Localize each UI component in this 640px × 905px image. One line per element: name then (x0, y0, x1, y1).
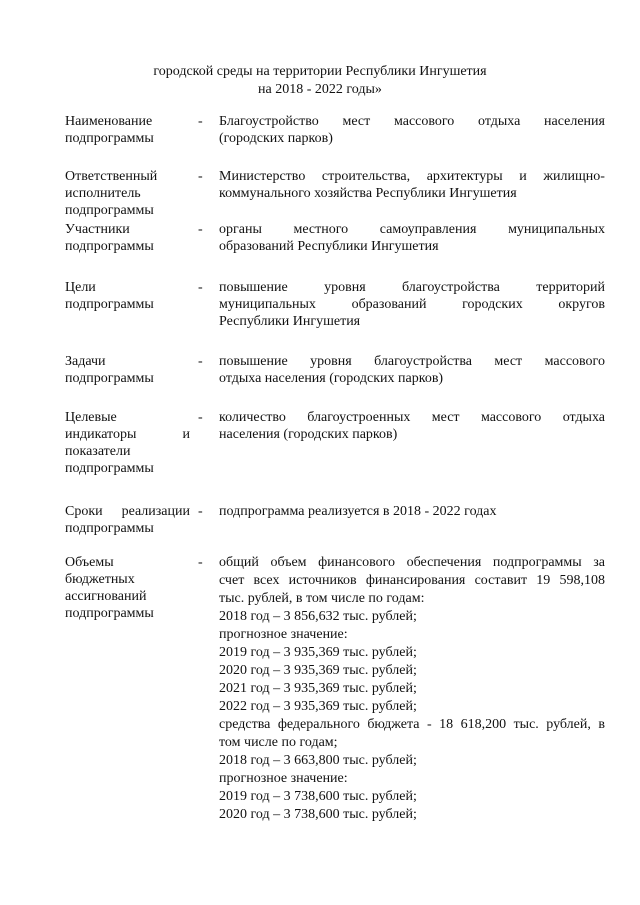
row-label-line: Участники (65, 222, 130, 237)
row-value (219, 113, 605, 147)
row-separator: - (198, 114, 203, 129)
row-value-line: подпрограмма реализуется в 2018 - 2022 годах (219, 504, 497, 519)
row-label-line: Наименование (65, 114, 153, 129)
row-value-line: 2019 год – 3 738,600 тыс. рублей; (219, 789, 417, 804)
row-value-line: коммунального хозяйства Республики Ингушетия (219, 186, 517, 201)
row-value-line: 2018 год – 3 856,632 тыс. рублей; (219, 609, 417, 624)
row-value-line: повышение уровня благоустройства территорий (219, 280, 605, 295)
row-label-line: подпрограммы (65, 521, 154, 536)
row-value (219, 279, 605, 330)
row-separator: - (198, 504, 203, 519)
row-separator: - (198, 169, 203, 184)
row-label-line: бюджетных (65, 572, 135, 587)
row-label-line: ассигнований (65, 589, 147, 604)
row-separator: - (198, 555, 203, 570)
row-value (219, 409, 605, 443)
row-value (219, 353, 605, 387)
row-label-line: Цели (65, 280, 96, 295)
row-label-line: подпрограммы (65, 239, 154, 254)
row-separator: - (198, 410, 203, 425)
row-value-line: прогнозное значение: (219, 771, 348, 786)
row-label (65, 503, 190, 537)
row-label (65, 554, 190, 622)
row-value-line: прогнозное значение: (219, 627, 348, 642)
row-label-line: подпрограммы (65, 131, 154, 146)
row-value (219, 221, 605, 255)
page-title (0, 63, 640, 99)
row-value-line: Министерство строительства, архитектуры и жилищно- (219, 169, 605, 184)
row-value-line: повышение уровня благоустройства мест массового (219, 354, 605, 369)
row-label-line: подпрограммы (65, 461, 154, 476)
row-value-line: общий объем финансового обеспечения подпрограммы за (219, 555, 605, 570)
row-value (219, 168, 605, 202)
row-value-line: 2018 год – 3 663,800 тыс. рублей; (219, 753, 417, 768)
row-label-line: исполнитель (65, 186, 141, 201)
row-value-line: образований Республики Ингушетия (219, 239, 439, 254)
row-label-line: подпрограммы (65, 606, 154, 621)
row-label-line: Целевые (65, 410, 117, 425)
row-value-line: Республики Ингушетия (219, 314, 361, 329)
row-label (65, 353, 190, 387)
row-value-line: количество благоустроенных мест массового отдыха (219, 410, 605, 425)
row-label-line: Задачи (65, 354, 106, 369)
row-label-line: подпрограммы (65, 371, 154, 386)
row-value-line: 2019 год – 3 935,369 тыс. рублей; (219, 645, 417, 660)
row-label (65, 221, 190, 255)
row-value-line: муниципальных образований городских округов (219, 297, 605, 312)
row-label-line: индикаторы и (65, 427, 190, 442)
row-separator: - (198, 280, 203, 295)
row-value-line: 2022 год – 3 935,369 тыс. рублей; (219, 699, 417, 714)
row-value-line: 2021 год – 3 935,369 тыс. рублей; (219, 681, 417, 696)
row-value-line: органы местного самоуправления муниципальных (219, 222, 605, 237)
row-label-line: Объемы (65, 555, 114, 570)
row-value-line: населения (городских парков) (219, 427, 398, 442)
row-value-line: отдыха населения (городских парков) (219, 371, 444, 386)
row-value-line: (городских парков) (219, 131, 333, 146)
row-label-line: подпрограммы (65, 203, 154, 218)
row-value-line: Благоустройство мест массового отдыха населения (219, 114, 605, 129)
row-label-line: Сроки реализации (65, 504, 190, 519)
row-value-line: 2020 год – 3 738,600 тыс. рублей; (219, 807, 417, 822)
row-value-line: средства федерального бюджета - 18 618,200 тыс. рублей, в (219, 717, 605, 732)
row-label (65, 168, 190, 219)
row-value-line: счет всех источников финансирования составит 19 598,108 (219, 573, 605, 588)
row-value-line: тыс. рублей, в том числе по годам: (219, 591, 425, 606)
row-value-line: 2020 год – 3 935,369 тыс. рублей; (219, 663, 417, 678)
row-label (65, 409, 190, 477)
row-label-line: показатели (65, 444, 131, 459)
row-label (65, 113, 190, 147)
row-value-line: том числе по годам; (219, 735, 338, 750)
row-label-line: Ответственный (65, 169, 158, 184)
title-line: на 2018 - 2022 годы» (258, 82, 382, 97)
row-label-line: подпрограммы (65, 297, 154, 312)
row-separator: - (198, 222, 203, 237)
title-line: городской среды на территории Республики Ингушетия (153, 64, 487, 79)
row-value (219, 554, 605, 824)
row-value (219, 503, 605, 520)
row-separator: - (198, 354, 203, 369)
row-label (65, 279, 190, 313)
